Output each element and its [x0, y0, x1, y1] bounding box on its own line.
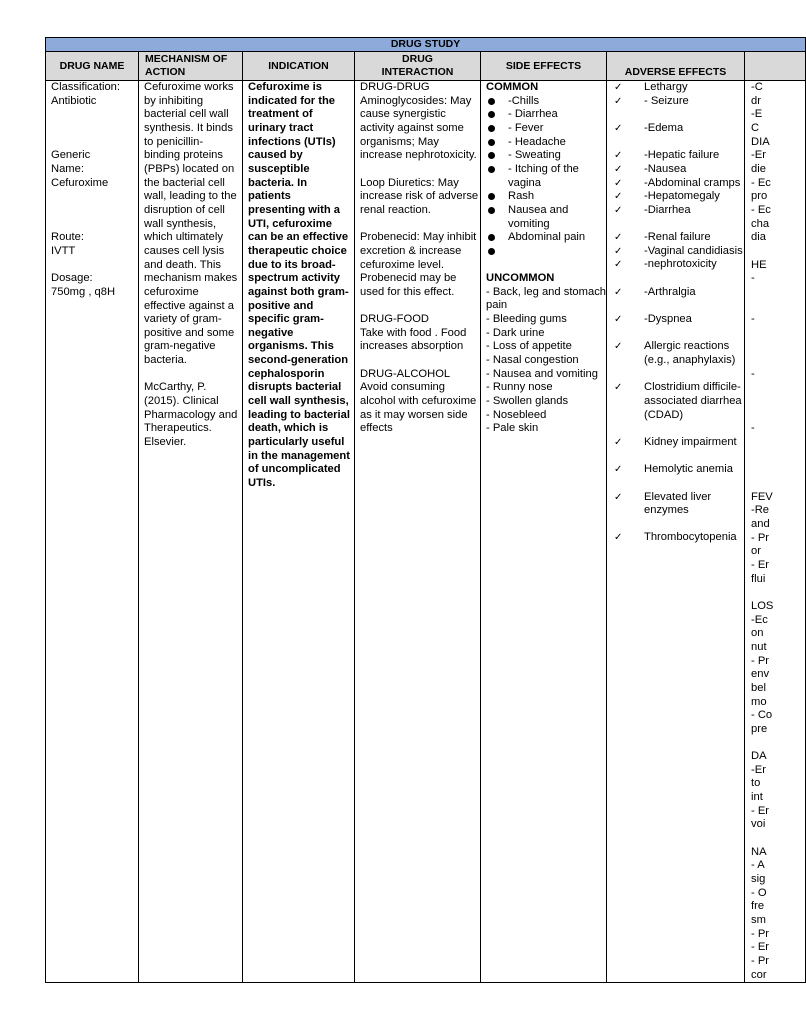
bullet-icon — [488, 234, 495, 241]
check-icon: ✓ — [614, 95, 623, 107]
clipped-line: cha — [751, 217, 770, 230]
mechanism-reference: McCarthy, P. (2015). Clinical Pharmacology and Therapeutics. Elsevier. — [144, 381, 238, 449]
clipped-line: env — [751, 668, 770, 681]
check-icon: ✓ — [614, 382, 623, 394]
bullet-icon — [488, 98, 495, 105]
mechanism-cell — [139, 81, 243, 983]
check-icon: ✓ — [614, 163, 623, 175]
clipped-line: - Pr — [751, 654, 770, 667]
list-item: - Bleeding gums — [486, 313, 567, 326]
header-adverse-effects: ADVERSE EFFECTS — [607, 52, 745, 81]
list-item: ✓ Hemolytic anemia — [614, 463, 733, 476]
list-item: -Chills — [486, 95, 606, 109]
clipped-line: -E — [751, 108, 763, 121]
nursing-cell — [745, 81, 806, 983]
check-icon: ✓ — [614, 232, 623, 244]
check-icon: ✓ — [614, 259, 623, 271]
clipped-line — [751, 409, 805, 423]
clipped-line: - A — [751, 859, 765, 872]
interaction-cell — [355, 81, 481, 983]
header-indication: INDICATION — [243, 52, 355, 81]
bullet-icon — [488, 248, 495, 255]
bullet-icon — [488, 166, 495, 173]
classification-label: Classification: — [51, 81, 121, 93]
check-icon: ✓ — [614, 177, 623, 189]
clipped-line: - — [751, 272, 755, 285]
header-nursing — [745, 52, 806, 81]
list-item: ✓ -Nausea — [614, 162, 687, 175]
list-item: - Dark urine — [486, 326, 545, 339]
clipped-line: DA — [751, 750, 767, 763]
drug-drug-loop-diuretics: Loop Diuretics: May increase risk of adverse renal reaction. — [360, 176, 479, 216]
list-item: - Pale skin — [486, 422, 539, 435]
clipped-line: -Er — [751, 149, 766, 162]
list-item: - Diarrhea — [486, 108, 606, 122]
list-item: Nausea and vomiting — [486, 204, 606, 231]
check-icon: ✓ — [614, 464, 623, 476]
clipped-line: pro — [751, 190, 768, 203]
list-item: ✓ - Seizure — [614, 94, 689, 107]
list-item: - Swollen glands — [486, 395, 569, 408]
clipped-line: - Co — [751, 709, 773, 722]
check-icon: ✓ — [614, 245, 623, 257]
drug-drug-aminoglycosides: Aminoglycosides: May cause synergistic activity against some organisms; May increase nephrotoxicity. — [360, 94, 477, 162]
adverse-effects-cell — [607, 81, 745, 983]
clipped-line: - — [751, 313, 755, 326]
header-mechanism: MECHANISM OF ACTION — [139, 52, 243, 81]
clipped-line — [751, 586, 805, 600]
generic-label: Generic — [51, 149, 91, 162]
common-title: COMMON — [486, 81, 539, 93]
clipped-line: bel — [751, 681, 766, 694]
clipped-line: - Pr — [751, 531, 770, 544]
list-item: ✓ -Arthralgia — [614, 285, 696, 298]
clipped-line: sig — [751, 873, 766, 886]
clipped-line — [751, 450, 805, 464]
clipped-line — [751, 477, 805, 491]
table-title: DRUG STUDY — [46, 38, 806, 52]
clipped-line: - — [751, 367, 755, 380]
clipped-line — [751, 340, 805, 354]
drug-alcohol-title: DRUG-ALCOHOL — [360, 367, 451, 380]
clipped-line: sm — [751, 914, 766, 927]
clipped-line: - Ec — [751, 203, 771, 216]
route-value: IVTT — [51, 244, 76, 257]
drug-food-text: Take with food . Food increases absorption — [360, 326, 467, 353]
clipped-line: fre — [751, 900, 765, 913]
clipped-line — [751, 832, 805, 846]
drug-name-cell — [46, 81, 139, 983]
clipped-line: -Er — [751, 763, 766, 776]
clipped-line: voi — [751, 818, 766, 831]
clipped-line: DIA — [751, 135, 770, 148]
check-icon: ✓ — [614, 150, 623, 162]
drug-food-title: DRUG-FOOD — [360, 313, 429, 326]
mechanism-text: Cefuroxime works by inhibiting bacterial cell wall synthesis. It binds to penicillin-binding proteins (PBPs) located on the bacterial cell wall, leading to the disruption of cell wall synthesis, which ultimately causes cell lysis and death. This mechanism makes cefuroxime effective against a variety of gram-positive and some gram-negative bacteria. — [144, 81, 238, 367]
clipped-line: to — [751, 777, 761, 790]
uncommon-title: UNCOMMON — [486, 272, 555, 285]
generic-value: Cefuroxime — [51, 176, 109, 189]
drug-drug-title: DRUG-DRUG — [360, 81, 430, 93]
clipped-line: - Er — [751, 804, 770, 817]
clipped-line: - Ec — [751, 176, 771, 189]
check-icon: ✓ — [614, 122, 623, 134]
list-item: - Headache — [486, 136, 606, 150]
bullet-icon — [488, 193, 495, 200]
check-icon: ✓ — [614, 491, 623, 503]
list-item: ✓ -Dyspnea — [614, 313, 692, 326]
clipped-line: or — [751, 545, 761, 558]
list-item: ✓ Elevated liver enzymes — [614, 490, 712, 517]
list-item: ✓ -Abdominal cramps — [614, 176, 741, 189]
side-effects-cell — [481, 81, 607, 983]
clipped-line: on — [751, 627, 764, 640]
clipped-line — [751, 327, 805, 341]
list-item: - Runny nose — [486, 381, 553, 394]
clipped-line: - O — [751, 886, 767, 899]
clipped-line — [751, 737, 805, 751]
check-icon: ✓ — [614, 286, 623, 298]
clipped-line — [751, 286, 805, 300]
indication-text: Cefuroxime is indicated for the treatment of urinary tract infections (UTIs) caused by susceptible bacteria. In patients presenting with a UTI, cefuroxime can be an effective therapeutic choice due to its broad-spectrum activity against both gram-positive and specific gram-negative organisms. This second-generation cephalosporin disrupts bacterial cell wall synthesis, leading to bacterial death, which is particularly useful in the management of uncomplicated UTIs. — [248, 81, 350, 490]
check-icon: ✓ — [614, 314, 623, 326]
list-item: ✓ Clostridium difficile-associated diarrhea (CDAD) — [614, 381, 742, 421]
clipped-line: int — [751, 791, 763, 804]
clipped-line: NA — [751, 845, 767, 858]
generic-label-2: Name: — [51, 162, 84, 175]
list-item: ✓ -Hepatic failure — [614, 149, 720, 162]
uncommon-list — [486, 286, 606, 436]
header-interaction: DRUG INTERACTION — [355, 52, 481, 81]
clipped-line: mo — [751, 695, 767, 708]
list-item — [486, 245, 606, 259]
clipped-line — [751, 395, 805, 409]
clipped-line: LOS — [751, 599, 774, 612]
clipped-line — [751, 381, 805, 395]
clipped-line: - Er — [751, 558, 770, 571]
clipped-line: - Er — [751, 941, 770, 954]
bullet-icon — [488, 111, 495, 118]
clipped-line: nut — [751, 640, 767, 653]
list-item: ✓ Lethargy — [614, 81, 688, 93]
check-icon: ✓ — [614, 204, 623, 216]
header-drug-name: DRUG NAME — [46, 52, 139, 81]
list-item: ✓ -nephrotoxicity — [614, 258, 717, 271]
bullet-icon — [488, 207, 495, 214]
route-label: Route: — [51, 231, 84, 244]
indication-cell — [243, 81, 355, 983]
header-side-effects: SIDE EFFECTS — [481, 52, 607, 81]
dosage-value: 750mg , q8H — [51, 285, 116, 298]
clipped-line: - — [751, 422, 755, 435]
clipped-line: -C — [751, 81, 763, 93]
list-item: ✓ Allergic reactions (e.g., anaphylaxis) — [614, 340, 736, 367]
bullet-icon — [488, 125, 495, 132]
clipped-line: -Re — [751, 504, 770, 517]
list-item: - Back, leg and stomach pain — [486, 285, 607, 312]
list-item: - Sweating — [486, 149, 606, 163]
clipped-line: HE — [751, 258, 767, 271]
list-item: ✓ -Diarrhea — [614, 203, 691, 216]
clipped-line: and — [751, 518, 770, 530]
list-item: - Nasal congestion — [486, 354, 579, 367]
list-item: ✓ Thrombocytopenia — [614, 531, 737, 544]
list-item: ✓ -Edema — [614, 121, 684, 134]
clipped-line: -Ec — [751, 613, 768, 626]
clipped-line — [751, 463, 805, 477]
clipped-line: die — [751, 162, 766, 175]
drug-study-sheet — [45, 37, 805, 983]
list-item: - Nausea and vomiting — [486, 367, 598, 380]
clipped-line: pre — [751, 722, 768, 735]
list-item: ✓ -Hepatomegaly — [614, 190, 720, 203]
classification-value: Antibiotic — [51, 94, 97, 107]
list-item: - Nosebleed — [486, 408, 547, 421]
list-item: ✓ -Vaginal candidiasis — [614, 244, 743, 257]
list-item: - Loss of appetite — [486, 340, 572, 353]
drug-study-table — [45, 37, 806, 983]
list-item: ✓ -Renal failure — [614, 231, 711, 244]
clipped-line: dr — [751, 94, 761, 107]
clipped-line: flui — [751, 572, 766, 585]
check-icon: ✓ — [614, 82, 623, 93]
drug-alcohol-text: Avoid consuming alcohol with cefuroxime as it may worsen side effects — [360, 381, 477, 435]
clipped-line: dia — [751, 231, 766, 244]
clipped-line — [751, 354, 805, 368]
check-icon: ✓ — [614, 532, 623, 544]
list-item: Rash — [486, 190, 606, 204]
clipped-line — [751, 300, 805, 314]
list-item: Abdominal pain — [486, 231, 606, 245]
clipped-line: - Pr — [751, 955, 770, 967]
clipped-line — [751, 436, 805, 450]
check-icon: ✓ — [614, 191, 623, 203]
dosage-label: Dosage: — [51, 272, 93, 285]
list-item: - Fever — [486, 122, 606, 136]
bullet-icon — [488, 139, 495, 146]
clipped-line: C — [751, 121, 760, 134]
list-item: ✓ Kidney impairment — [614, 435, 737, 448]
check-icon: ✓ — [614, 341, 623, 353]
common-list — [486, 95, 606, 259]
check-icon: ✓ — [614, 436, 623, 448]
clipped-line: - Pr — [751, 927, 770, 940]
clipped-line: cor — [751, 968, 767, 981]
drug-drug-probenecid: Probenecid: May inhibit excretion & increase cefuroxime level. Probenecid may be used for this effect. — [360, 231, 477, 298]
clipped-line: FEV — [751, 490, 773, 503]
clipped-line — [751, 245, 805, 259]
bullet-icon — [488, 152, 495, 159]
list-item: - Itching of the vagina — [486, 163, 606, 190]
